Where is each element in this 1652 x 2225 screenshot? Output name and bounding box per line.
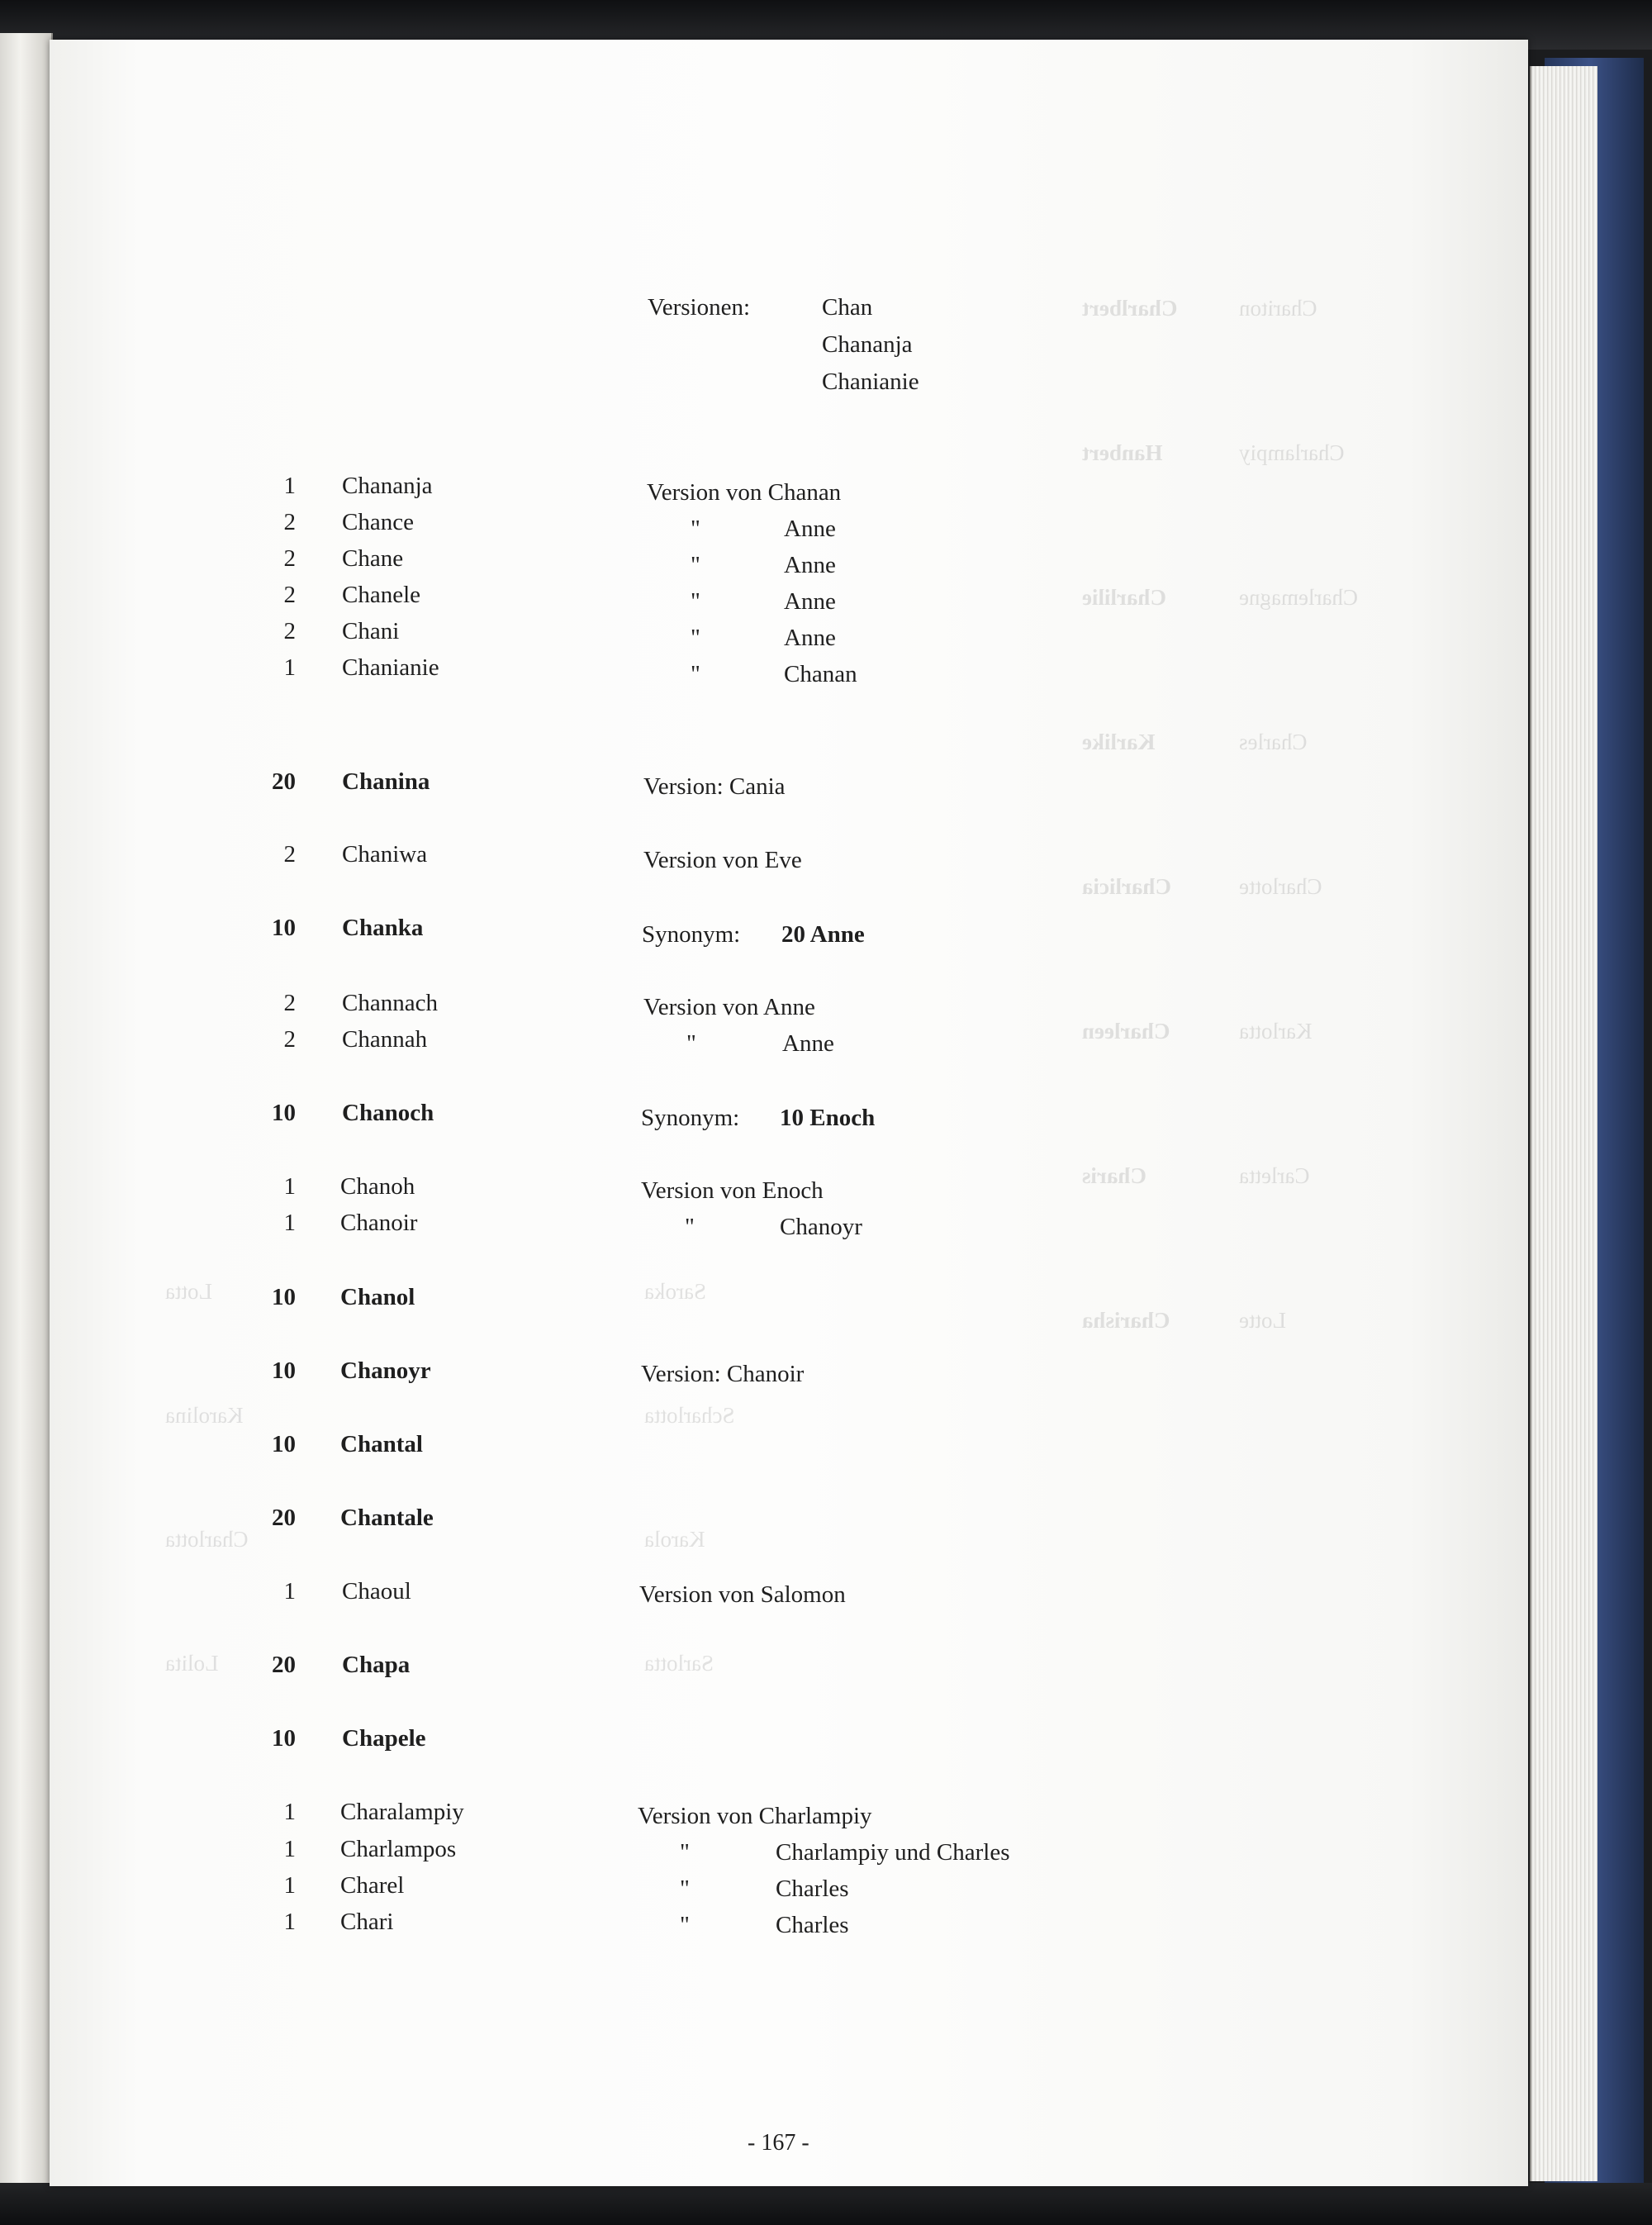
show-through-text: Carletta xyxy=(1239,1163,1310,1188)
entry-count: 2 xyxy=(283,990,296,1016)
show-through-text: Karlotta xyxy=(1239,1019,1313,1044)
entry-count: 1 xyxy=(283,1872,296,1899)
entry-description: Version von Anne xyxy=(643,994,815,1020)
entry-name: Chantale xyxy=(340,1505,434,1531)
entry-count: 20 xyxy=(272,1652,296,1678)
ditto-mark: " xyxy=(691,661,700,687)
entry-target: Anne xyxy=(784,516,836,542)
entry-name: Chanele xyxy=(342,582,421,608)
show-through-text: Charlotte xyxy=(1239,874,1322,899)
page-number: - 167 - xyxy=(748,2130,809,2156)
show-through-text: Charlotta xyxy=(165,1527,249,1552)
ditto-mark: " xyxy=(691,516,700,542)
entry-name: Chanina xyxy=(342,768,430,795)
entry-name: Chapa xyxy=(342,1652,411,1678)
entry-target: Charles xyxy=(776,1912,849,1938)
entry-count: 1 xyxy=(283,1799,296,1825)
entry-count: 2 xyxy=(283,1026,296,1053)
entry-count: 2 xyxy=(283,509,296,535)
entry-count: 1 xyxy=(283,1909,296,1935)
entry-count: 2 xyxy=(283,545,296,572)
entry-count: 2 xyxy=(283,582,296,608)
entry-count: 10 xyxy=(272,1100,296,1126)
versionen-label: Versionen: xyxy=(648,294,751,321)
show-through-text: Charlicia xyxy=(1082,874,1171,899)
entry-description: Version von Salomon xyxy=(639,1581,846,1608)
synonym-value: 10 Enoch xyxy=(780,1105,876,1131)
entry-name: Chane xyxy=(342,545,404,572)
entry-target: Anne xyxy=(782,1030,834,1057)
show-through-text: Scharlotta xyxy=(644,1403,735,1428)
show-through-text: Lolita xyxy=(165,1651,219,1676)
entry-name: Chanoh xyxy=(340,1173,415,1200)
show-through-text: Karlike xyxy=(1082,730,1156,754)
show-through-text: Hanbert xyxy=(1082,440,1163,465)
ditto-mark: " xyxy=(691,552,700,578)
entry-name: Charalampiy xyxy=(340,1799,464,1825)
entry-description: Version von Charlampiy xyxy=(638,1803,872,1829)
entry-name: Chance xyxy=(342,509,414,535)
entry-description: Version von Chanan xyxy=(647,479,842,506)
entry-name: Chanka xyxy=(342,915,424,941)
show-through-text: Sarlotta xyxy=(644,1651,714,1676)
entry-count: 1 xyxy=(283,1173,296,1200)
entry-name: Chari xyxy=(340,1909,394,1935)
entry-name: Chanoyr xyxy=(340,1357,431,1384)
ditto-mark: " xyxy=(680,1839,690,1866)
entry-name: Charel xyxy=(340,1872,405,1899)
entry-name: Chapele xyxy=(342,1725,426,1752)
entry-name: Chanoir xyxy=(340,1210,418,1236)
entry-target: Anne xyxy=(784,552,836,578)
show-through-text: Charlbert xyxy=(1082,296,1178,321)
entry-name: Chanol xyxy=(340,1284,415,1310)
entry-name: Channah xyxy=(342,1026,428,1053)
synonym-value: 20 Anne xyxy=(781,921,865,948)
entry-name: Charlampos xyxy=(340,1836,457,1862)
entry-target: Chanoyr xyxy=(780,1214,862,1240)
show-through-text: Saroka xyxy=(644,1279,706,1304)
entry-count: 1 xyxy=(283,473,296,499)
entry-description: Version von Eve xyxy=(643,847,802,873)
entry-count: 10 xyxy=(272,915,296,941)
show-through-text: Karola xyxy=(644,1527,705,1552)
show-through-text: Lotta xyxy=(165,1279,212,1304)
ditto-mark: " xyxy=(680,1912,690,1938)
show-through-text: Charlilie xyxy=(1082,585,1166,610)
entry-target: Charles xyxy=(776,1876,849,1902)
synonym-label: Synonym: xyxy=(641,1105,740,1131)
ditto-mark: " xyxy=(685,1214,695,1240)
entry-count: 10 xyxy=(272,1431,296,1457)
entry-count: 1 xyxy=(283,1836,296,1862)
entry-target: Chanan xyxy=(784,661,857,687)
entry-target: Charlampiy und Charles xyxy=(776,1839,1010,1866)
ditto-mark: " xyxy=(691,625,700,651)
entry-target: Anne xyxy=(784,588,836,615)
entry-count: 10 xyxy=(272,1357,296,1384)
show-through-text: Lotte xyxy=(1239,1308,1286,1333)
show-through-text: Charles xyxy=(1239,730,1308,754)
book-page xyxy=(50,40,1528,2186)
versionen-item: Chanianie xyxy=(822,368,919,395)
entry-count: 2 xyxy=(283,841,296,868)
entry-count: 10 xyxy=(272,1284,296,1310)
ditto-mark: " xyxy=(691,588,700,615)
entry-name: Chanoch xyxy=(342,1100,434,1126)
versionen-item: Chan xyxy=(822,294,873,321)
entry-name: Chananja xyxy=(342,473,433,499)
show-through-text: Chariton xyxy=(1239,296,1317,321)
show-through-text: Karolina xyxy=(165,1403,244,1428)
entry-name: Chaniwa xyxy=(342,841,428,868)
page-block-edges xyxy=(1530,66,1597,2181)
scan-backdrop-bottom xyxy=(0,2183,1652,2225)
entry-description: Version von Enoch xyxy=(641,1177,824,1204)
entry-name: Chanianie xyxy=(342,654,439,681)
entry-description: Version: Chanoir xyxy=(641,1361,805,1387)
show-through-text: Charlemagne xyxy=(1239,585,1358,610)
versionen-item: Chananja xyxy=(822,331,913,358)
entry-description: Version: Cania xyxy=(643,773,786,800)
entry-target: Anne xyxy=(784,625,836,651)
show-through-text: Charisha xyxy=(1082,1308,1170,1333)
entry-count: 1 xyxy=(283,1578,296,1605)
entry-name: Chantal xyxy=(340,1431,423,1457)
entry-count: 1 xyxy=(283,1210,296,1236)
show-through-text: Charis xyxy=(1082,1163,1147,1188)
entry-count: 10 xyxy=(272,1725,296,1752)
entry-count: 1 xyxy=(283,654,296,681)
ditto-mark: " xyxy=(680,1876,690,1902)
entry-count: 20 xyxy=(272,768,296,795)
ditto-mark: " xyxy=(686,1030,696,1057)
entry-name: Channach xyxy=(342,990,438,1016)
entry-count: 20 xyxy=(272,1505,296,1531)
show-through-text: Charlampiy xyxy=(1239,440,1345,465)
entry-name: Chani xyxy=(342,618,400,644)
synonym-label: Synonym: xyxy=(642,921,741,948)
left-page-edge xyxy=(0,33,53,2189)
entry-name: Chaoul xyxy=(342,1578,411,1605)
show-through-text: Charleen xyxy=(1082,1019,1170,1044)
entry-count: 2 xyxy=(283,618,296,644)
